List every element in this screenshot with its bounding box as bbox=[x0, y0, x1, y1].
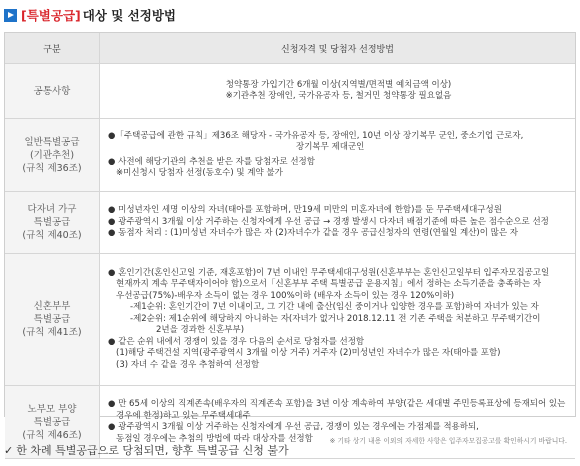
category-line: (기관추천) bbox=[29, 149, 75, 161]
content-line: ● 광주광역시 3개월 이상 거주하는 신청자에게 우선 공급 → 경쟁 발생시 다자녀 배점기준에 따른 높은 점수순으로 선정 bbox=[108, 216, 549, 227]
content-line: ● 혼인기간(혼인신고일 기준, 재혼포함)이 7년 이내인 무주택세대구성원(신혼부부는 혼인신고일부터 입주자모집공고일 bbox=[108, 267, 550, 278]
category-line: 노부모 부양 bbox=[27, 403, 77, 415]
category-line: (규칙 제36조) bbox=[22, 162, 82, 174]
content-line: (1)해당 주택건설 지역(광주광역시 3개월 이상 거주) 거주자 (2)미성년인 자녀수가 많은 자(태아를 포함) bbox=[116, 348, 501, 359]
play-triangle-icon bbox=[4, 9, 17, 22]
title-bracket: [특별공급] bbox=[21, 8, 81, 23]
table-header-row bbox=[5, 33, 575, 64]
content-line: 장기복무 제대군인 bbox=[296, 142, 365, 152]
row-content bbox=[100, 254, 576, 386]
content-line: (3) 자녀 수 같을 경우 추첨하여 선정함 bbox=[116, 359, 260, 370]
category-line: 특별공급 bbox=[33, 416, 71, 428]
bottom-note-text: 한 차례 특별공급으로 당첨되면, 향후 특별공급 신청 불가 bbox=[16, 444, 289, 457]
table-row bbox=[5, 64, 575, 119]
content-line: -제2순위: 제1순위에 해당하지 아니하는 자(자녀가 없거나 2018.12.11 전 기존 주택을 처분하고 무주택기간이 bbox=[130, 313, 541, 324]
content-line: 경우에 한정)하고 있는 무주택세대주 bbox=[116, 410, 251, 421]
content-line: ●「주택공급에 관한 규칙」제36조 해당자 - 국가유공자 등, 장애인, 10년 이상 장기복무 군인, 중소기업 근로자, bbox=[108, 130, 524, 141]
row-category bbox=[5, 192, 100, 254]
content-line: ● 만 65세 이상의 직계존속(배우자의 직계존속 포함)을 3년 이상 계속하여 부양(같은 세대별 주민등록표상에 등재되어 있는 bbox=[108, 399, 566, 409]
content-line: 동점일 경우에는 추첨의 방법에 따라 대상자를 선정함 bbox=[116, 433, 313, 444]
content-line: ● 같은 순위 내에서 경쟁이 있을 경우 다음의 순서로 당첨자를 선정함 bbox=[108, 336, 365, 347]
category-line: 다자녀 가구 bbox=[27, 204, 77, 215]
content-line: ※기관추천 장애인, 국가유공자 등, 철거민 청약통장 필요없음 bbox=[225, 91, 452, 101]
special-supply-table bbox=[5, 33, 575, 459]
row-category bbox=[5, 254, 100, 386]
content-line: ● 광주광역시 3개월 이상 거주하는 신청자에게 우선 공급, 경쟁이 있는 경우에는 가점제를 적용하되, bbox=[108, 422, 479, 432]
table-footnote: ※ 기타 상기 내용 이외의 자세한 사항은 입주자모집공고를 확인하시기 바랍니다. bbox=[329, 437, 567, 445]
category-line: 일반특별공급 bbox=[24, 136, 80, 148]
row-content bbox=[100, 192, 576, 254]
header-category: 구분 bbox=[5, 33, 100, 64]
header-content: 신청자격 및 당첨자 선정방법 bbox=[100, 33, 576, 64]
row-content bbox=[100, 64, 576, 119]
content-line: ● 동점자 처리 : (1)미성년 자녀수가 많은 자 (2)자녀수가 같을 경우 공급신청자의 연령(연월일 계산)이 많은 자 bbox=[108, 228, 518, 239]
category-line: (규칙 제40조) bbox=[22, 230, 82, 241]
category-line: 특별공급 bbox=[33, 314, 71, 325]
special-supply-table-box bbox=[4, 32, 576, 445]
category-line: 특별공급 bbox=[33, 217, 71, 228]
category-line: 공통사항 bbox=[33, 85, 71, 97]
section-title bbox=[4, 6, 176, 24]
bottom-note bbox=[4, 442, 289, 458]
checkmark-icon: ✓ bbox=[4, 443, 14, 457]
content-line: -제1순위: 혼인기간이 7년 이내이고, 그 기간 내에 출산(임신 중이거나 입양한 경우를 포함)하여 자녀가 있는 자 bbox=[130, 302, 539, 313]
content-line: ※미신청시 당첨자 선정(동호수) 및 계약 불가 bbox=[116, 168, 283, 178]
table-row bbox=[5, 119, 575, 192]
content-line: ● 미성년자인 세명 이상의 자녀(태아를 포함하며, 만19세 미만의 미혼자녀에 한함)를 둔 무주택세대구성원 bbox=[108, 205, 502, 216]
content-line: 우선공급(75%)-배우자 소득이 없는 경우 100%이하 (배우자 소득이 있는 경우 120%이하) bbox=[116, 290, 455, 301]
content-line: ● 사전에 해당기관의 추천을 받은 자를 당첨자로 선정함 bbox=[108, 156, 315, 167]
title-text: 대상 및 선정방법 bbox=[82, 8, 176, 23]
category-line: (규칙 제46조) bbox=[22, 429, 82, 441]
table-row bbox=[5, 192, 575, 254]
row-category bbox=[5, 119, 100, 192]
row-category bbox=[5, 64, 100, 119]
category-line: 신혼부부 bbox=[33, 301, 71, 312]
content-line: 현재까지 계속 무주택자이어야 함)으로서「신혼부부 주택 특별공급 운용지침」에서 정하는 소득기준을 충족하는 자 bbox=[116, 279, 542, 290]
content-line: 청약통장 가입기간 6개월 이상(지역별/면적별 예치금액 이상) bbox=[225, 79, 452, 90]
content-line: 2년을 경과한 신혼부부) bbox=[156, 325, 245, 336]
category-line: (규칙 제41조) bbox=[22, 327, 82, 338]
table-row bbox=[5, 254, 575, 386]
row-content bbox=[100, 119, 576, 192]
